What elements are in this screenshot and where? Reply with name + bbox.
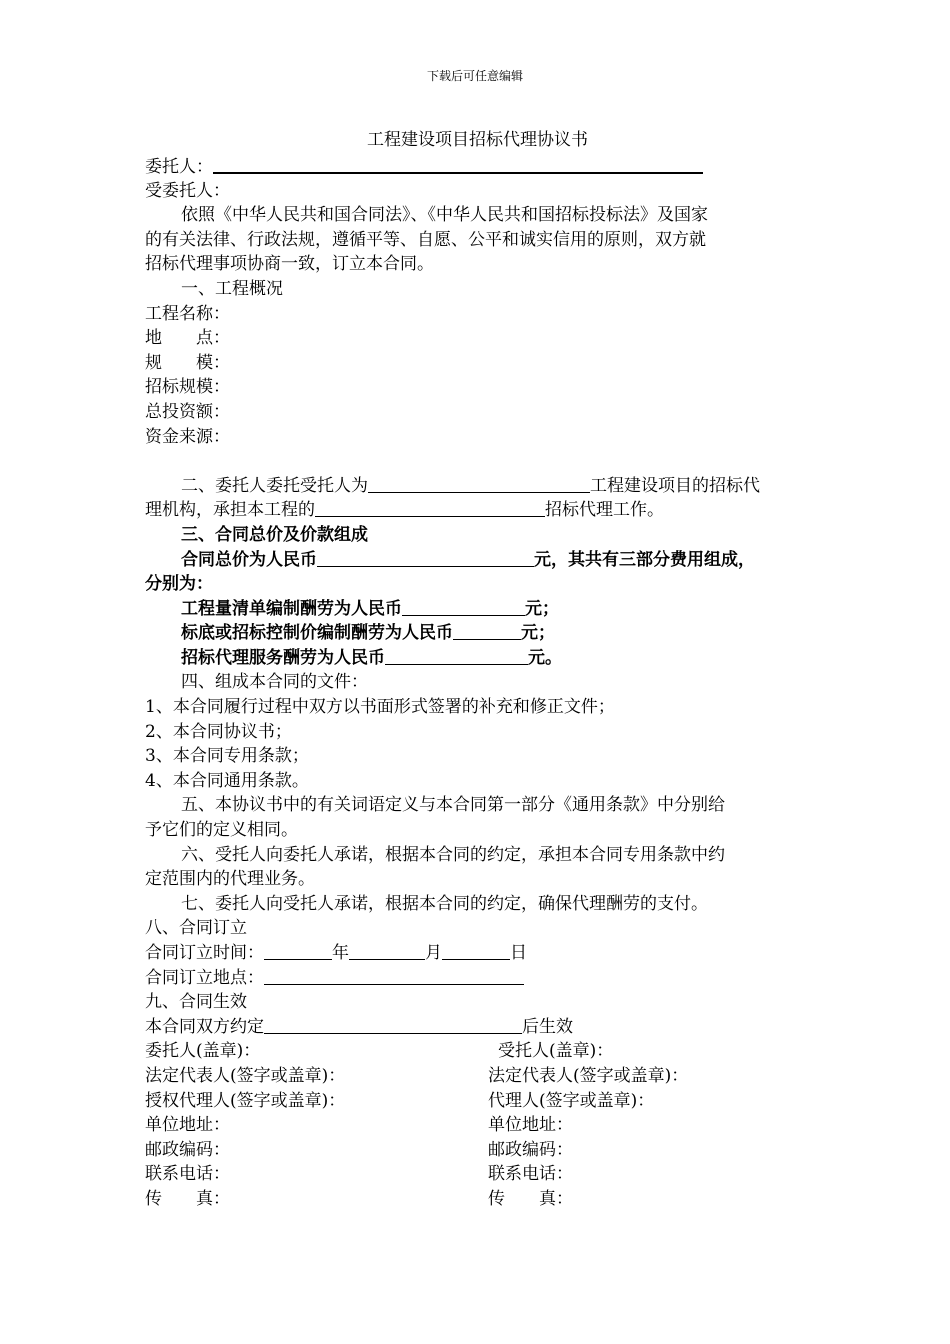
- intro-line-2: 的有关法律、行政法规，遵循平等、自愿、公平和诚实信用的原则，双方就: [145, 229, 706, 250]
- fee-item-1: [145, 597, 810, 622]
- client-address: 单位地址：: [145, 1115, 230, 1136]
- total-price-line: [145, 548, 810, 573]
- month-blank[interactable]: [349, 941, 425, 960]
- section-9-heading: 九、合同生效: [145, 992, 247, 1013]
- section-3-heading: 三、合同总价及价款组成: [181, 524, 368, 545]
- intro-line-3: 招标代理事项协商一致，订立本合同。: [145, 254, 434, 275]
- agent-postcode: 邮政编码：: [488, 1139, 573, 1160]
- client-label: 委托人：: [145, 157, 213, 177]
- total-investment-label: 总投资额：: [145, 401, 230, 422]
- agreement-document: [145, 130, 810, 1212]
- fee-item-2: [145, 621, 810, 646]
- client-phone: 联系电话：: [145, 1164, 230, 1185]
- agent-representative: 代理人(签字或盖章)：: [488, 1090, 655, 1111]
- document-item-3: 3、本合同专用条款；: [145, 746, 309, 767]
- fee-item-3-blank[interactable]: [385, 646, 528, 665]
- agent-address: 单位地址：: [488, 1115, 573, 1136]
- signing-place-line: [145, 966, 810, 991]
- total-price-suffix: 元，其共有三部分费用组成，: [534, 549, 755, 570]
- project-blank[interactable]: [368, 474, 590, 493]
- fee-item-1-unit: 元；: [525, 598, 559, 619]
- section-6-line-1: 六、受托人向委托人承诺，根据本合同的约定，承担本合同专用条款中约: [181, 844, 725, 865]
- document-item-2: 2、本合同协议书；: [145, 721, 292, 742]
- document-item-4: 4、本合同通用条款。: [145, 770, 309, 791]
- section-2-text-d: 招标代理工作。: [545, 500, 664, 521]
- fee-item-1-blank[interactable]: [402, 597, 525, 616]
- download-note: 下载后可任意编辑: [426, 69, 523, 83]
- section-8-heading: 八、合同订立: [145, 918, 247, 939]
- client-authorized-agent: 授权代理人(签字或盖章)：: [145, 1090, 346, 1111]
- fee-item-2-unit: 元；: [521, 623, 555, 644]
- year-blank[interactable]: [264, 941, 332, 960]
- signing-place-label: 合同订立地点：: [145, 967, 264, 988]
- section-2-text-c: 理机构，承担本工程的: [145, 500, 315, 521]
- work-blank[interactable]: [315, 498, 545, 517]
- day-label: 日: [510, 943, 527, 963]
- signature-block: [145, 1039, 810, 1211]
- project-name-label: 工程名称：: [145, 303, 230, 324]
- section-5-line-2: 予它们的定义相同。: [145, 820, 298, 841]
- agent-fax: 传 真：: [488, 1188, 573, 1209]
- fee-item-2-label: 标底或招标控制价编制酬劳为人民币: [181, 623, 453, 644]
- agent-phone: 联系电话：: [488, 1164, 573, 1185]
- document-title: 工程建设项目招标代理协议书: [367, 130, 588, 150]
- effect-label: 本合同双方约定: [145, 1016, 264, 1037]
- fee-item-3: [145, 646, 810, 671]
- section-1-heading: 一、工程概况: [181, 278, 283, 299]
- day-blank[interactable]: [442, 941, 510, 960]
- location-label: 地 点：: [145, 328, 230, 349]
- fee-item-3-unit: 元。: [528, 647, 562, 668]
- effect-line: [145, 1015, 810, 1040]
- client-line: [145, 154, 810, 179]
- effect-blank[interactable]: [264, 1015, 522, 1034]
- total-price-continued: 分别为：: [145, 574, 213, 595]
- section-2-line-2: [145, 498, 810, 523]
- total-price-label: 合同总价为人民币: [181, 549, 317, 570]
- client-legal-rep: 法定代表人(签字或盖章)：: [145, 1065, 346, 1086]
- section-2-text-a: 二、委托人委托受托人为: [181, 475, 368, 496]
- total-price-blank[interactable]: [317, 548, 534, 567]
- month-label: 月: [425, 943, 442, 963]
- year-label: 年: [332, 943, 349, 963]
- client-fax: 传 真：: [145, 1188, 230, 1209]
- client-signature-column: [145, 1039, 488, 1211]
- signing-time-label: 合同订立时间：: [145, 943, 264, 963]
- client-blank[interactable]: [213, 154, 703, 174]
- fund-source-label: 资金来源：: [145, 426, 230, 447]
- scale-label: 规 模：: [145, 352, 230, 373]
- section-5-line-1: 五、本协议书中的有关词语定义与本合同第一部分《通用条款》中分别给: [181, 795, 725, 816]
- section-2-text-b: 工程建设项目的招标代: [590, 475, 760, 496]
- agent-signature-column: [488, 1039, 810, 1211]
- fee-item-1-label: 工程量清单编制酬劳为人民币: [181, 598, 402, 619]
- section-2-line-1: [145, 474, 810, 499]
- section-4-heading: 四、组成本合同的文件：: [181, 672, 368, 693]
- section-7: 七、委托人向受托人承诺，根据本合同的约定，确保代理酬劳的支付。: [181, 893, 708, 914]
- client-postcode: 邮政编码：: [145, 1139, 230, 1160]
- intro-line-1: 依照《中华人民共和国合同法》、《中华人民共和国招标投标法》及国家: [181, 205, 708, 226]
- client-seal: 委托人(盖章)：: [145, 1041, 261, 1062]
- fee-item-2-blank[interactable]: [453, 621, 521, 640]
- signing-place-blank[interactable]: [264, 966, 524, 985]
- agent-legal-rep: 法定代表人(签字或盖章)：: [488, 1065, 689, 1086]
- section-6-line-2: 定范围内的代理业务。: [145, 869, 315, 890]
- bid-scale-label: 招标规模：: [145, 377, 230, 398]
- agent-label: 受委托人：: [145, 180, 230, 201]
- fee-item-3-label: 招标代理服务酬劳为人民币: [181, 647, 385, 668]
- agent-seal: 受托人(盖章)：: [498, 1041, 614, 1062]
- signing-time-line: [145, 941, 810, 966]
- effect-suffix: 后生效: [522, 1016, 573, 1037]
- document-item-1: 1、本合同履行过程中双方以书面形式签署的补充和修正文件；: [145, 697, 615, 718]
